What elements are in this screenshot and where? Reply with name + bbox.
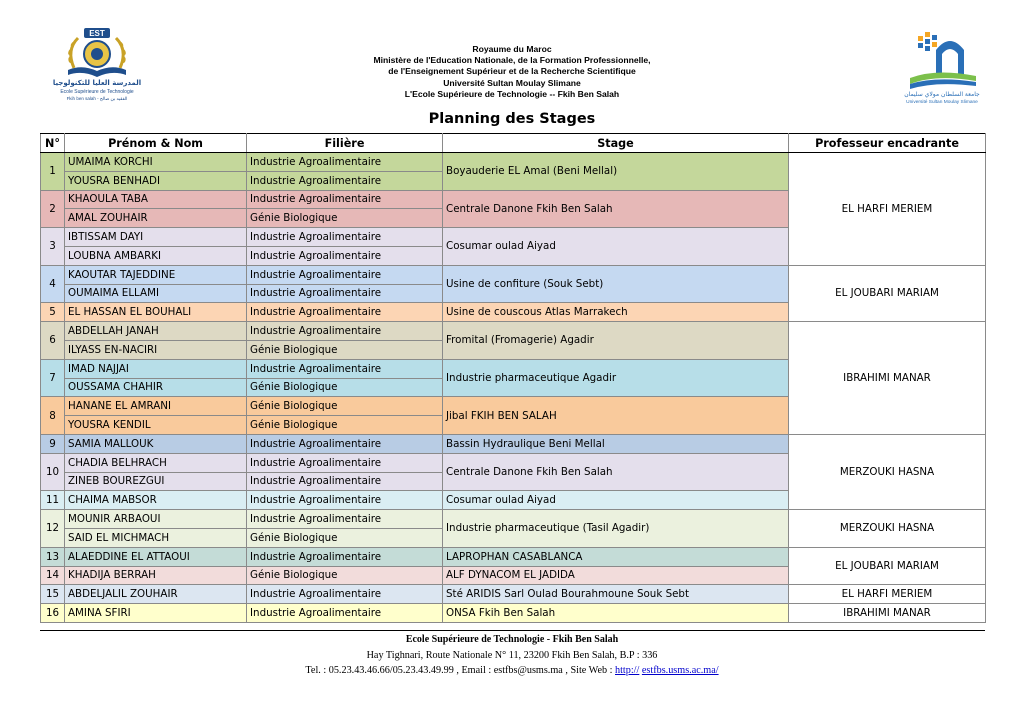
stage-company: Usine de couscous Atlas Marrakech — [443, 303, 789, 322]
header-institution — [300, 44, 724, 100]
table-row — [41, 153, 986, 172]
student-filiere: Industrie Agroalimentaire — [247, 153, 443, 172]
table-row — [41, 585, 986, 604]
header-line: Université Sultan Moulay Slimane — [443, 77, 581, 88]
row-number: 9 — [41, 434, 65, 453]
stage-company: Industrie pharmaceutique Agadir — [443, 359, 789, 397]
stage-company: Cosumar oulad Aiyad — [443, 491, 789, 510]
student-filiere: Industrie Agroalimentaire — [247, 171, 443, 190]
footer-address: Hay Tighnari, Route Nationale N° 11, 23200 Fkih Ben Salah, B.P : 336 — [366, 649, 658, 661]
professor-name: MERZOUKI HASNA — [789, 510, 986, 548]
stage-company: ONSA Fkih Ben Salah — [443, 604, 789, 623]
student-name: UMAIMA KORCHI — [65, 153, 247, 172]
est-emblem-icon — [44, 24, 150, 104]
header-stage: Stage — [443, 134, 789, 153]
stage-company: ALF DYNACOM EL JADIDA — [443, 566, 789, 585]
student-name: SAID EL MICHMACH — [65, 528, 247, 547]
student-name: EL HASSAN EL BOUHALI — [65, 303, 247, 322]
student-filiere: Génie Biologique — [247, 397, 443, 416]
footer-divider — [40, 630, 985, 631]
logo-line1: Ecole Supérieure de Technologie — [60, 89, 134, 95]
stage-company: Centrale Danone Fkih Ben Salah — [443, 190, 789, 228]
student-filiere: Industrie Agroalimentaire — [247, 434, 443, 453]
student-name: ABDELJALIL ZOUHAIR — [65, 585, 247, 604]
student-filiere: Industrie Agroalimentaire — [247, 190, 443, 209]
logo-badge: EST — [89, 29, 105, 38]
student-name: OUMAIMA ELLAMI — [65, 284, 247, 303]
header-number: N° — [41, 134, 65, 153]
table-row — [41, 547, 986, 566]
row-number: 4 — [41, 265, 65, 303]
stage-company: Centrale Danone Fkih Ben Salah — [443, 453, 789, 491]
student-name: HANANE EL AMRANI — [65, 397, 247, 416]
table-row — [41, 322, 986, 341]
student-filiere: Industrie Agroalimentaire — [247, 547, 443, 566]
student-filiere: Génie Biologique — [247, 528, 443, 547]
table-header-row — [41, 134, 986, 153]
stage-company: LAPROPHAN CASABLANCA — [443, 547, 789, 566]
row-number: 14 — [41, 566, 65, 585]
footer-title: Ecole Supérieure de Technologie - Fkih Ben Salah — [405, 634, 619, 645]
stage-company: Cosumar oulad Aiyad — [443, 228, 789, 266]
student-filiere: Génie Biologique — [247, 566, 443, 585]
student-name: CHADIA BELHRACH — [65, 453, 247, 472]
professor-name: EL JOUBARI MARIAM — [789, 265, 986, 321]
logo-line2: Fkih ben salah - الفقيه بن صالح — [66, 96, 128, 101]
document-title: Planning des Stages — [428, 111, 596, 127]
header-filiere: Filière — [247, 134, 443, 153]
student-name: ALAEDDINE EL ATTAOUI — [65, 547, 247, 566]
website-link-scheme[interactable]: http:// — [615, 665, 640, 676]
professor-name: MERZOUKI HASNA — [789, 434, 986, 509]
student-filiere: Génie Biologique — [247, 378, 443, 397]
student-filiere: Industrie Agroalimentaire — [247, 585, 443, 604]
student-filiere: Industrie Agroalimentaire — [247, 472, 443, 491]
student-name: AMAL ZOUHAIR — [65, 209, 247, 228]
student-name: OUSSAMA CHAHIR — [65, 378, 247, 397]
professor-name: IBRAHIMI MANAR — [789, 322, 986, 435]
row-number: 15 — [41, 585, 65, 604]
planning-table — [40, 133, 986, 623]
row-number: 13 — [41, 547, 65, 566]
student-name: KAOUTAR TAJEDDINE — [65, 265, 247, 284]
student-filiere: Industrie Agroalimentaire — [247, 284, 443, 303]
stage-company: Jibal FKIH BEN SALAH — [443, 397, 789, 435]
student-name: MOUNIR ARBAOUI — [65, 510, 247, 529]
professor-name: EL HARFI MERIEM — [789, 585, 986, 604]
professor-name: EL HARFI MERIEM — [789, 153, 986, 266]
stage-company: Sté ARIDIS Sarl Oulad Bourahmoune Souk Sebt — [443, 585, 789, 604]
student-name: CHAIMA MABSOR — [65, 491, 247, 510]
student-name: YOUSRA KENDIL — [65, 416, 247, 435]
student-filiere: Génie Biologique — [247, 416, 443, 435]
header-line: de l'Enseignement Supérieur et de la Recherche Scientifique — [388, 66, 636, 77]
header-line: Ministère de l'Education Nationale, de la Formation Professionnelle, — [373, 55, 651, 66]
usms-emblem-icon — [896, 26, 986, 104]
row-number: 16 — [41, 604, 65, 623]
row-number: 2 — [41, 190, 65, 228]
university-arabic-name: جامعة السلطان مولاي سليمان — [904, 91, 980, 98]
row-number: 7 — [41, 359, 65, 397]
table-row — [41, 265, 986, 284]
student-filiere: Industrie Agroalimentaire — [247, 246, 443, 265]
logo-arabic-text: المدرسة العليا للتكنولوجيا — [52, 79, 142, 87]
stage-company: Boyauderie EL Amal (Beni Mellal) — [443, 153, 789, 191]
student-filiere: Industrie Agroalimentaire — [247, 228, 443, 247]
footer — [150, 632, 874, 679]
table-row — [41, 434, 986, 453]
university-logo — [896, 26, 986, 104]
student-name: ABDELLAH JANAH — [65, 322, 247, 341]
stage-company: Fromital (Fromagerie) Agadir — [443, 322, 789, 360]
website-link[interactable]: estfbs.usms.ac.ma/ — [641, 665, 719, 676]
row-number: 11 — [41, 491, 65, 510]
stage-company: Industrie pharmaceutique (Tasil Agadir) — [443, 510, 789, 548]
student-filiere: Industrie Agroalimentaire — [247, 359, 443, 378]
student-filiere: Génie Biologique — [247, 340, 443, 359]
student-name: YOUSRA BENHADI — [65, 171, 247, 190]
student-name: KHAOULA TABA — [65, 190, 247, 209]
row-number: 1 — [41, 153, 65, 191]
header-line: L'Ecole Supérieure de Technologie -- Fkih Ben Salah — [404, 88, 620, 99]
student-name: ZINEB BOUREZGUI — [65, 472, 247, 491]
est-logo — [44, 24, 150, 104]
student-name: LOUBNA AMBARKI — [65, 246, 247, 265]
student-name: SAMIA MALLOUK — [65, 434, 247, 453]
student-filiere: Industrie Agroalimentaire — [247, 303, 443, 322]
student-name: AMINA SFIRI — [65, 604, 247, 623]
footer-contact-text: Tel. : 05.23.43.46.66/05.23.43.49.99 , Email : estfbs@usms.ma , Site Web : — [305, 665, 615, 676]
stage-company: Bassin Hydraulique Beni Mellal — [443, 434, 789, 453]
student-name: KHADIJA BERRAH — [65, 566, 247, 585]
row-number: 12 — [41, 510, 65, 548]
student-name: IBTISSAM DAYI — [65, 228, 247, 247]
professor-name: IBRAHIMI MANAR — [789, 604, 986, 623]
row-number: 5 — [41, 303, 65, 322]
student-filiere: Industrie Agroalimentaire — [247, 322, 443, 341]
header-line: Royaume du Maroc — [472, 44, 552, 54]
professor-name: EL JOUBARI MARIAM — [789, 547, 986, 585]
student-name: IMAD NAJJAI — [65, 359, 247, 378]
student-name: ILYASS EN-NACIRI — [65, 340, 247, 359]
row-number: 10 — [41, 453, 65, 491]
row-number: 8 — [41, 397, 65, 435]
student-filiere: Industrie Agroalimentaire — [247, 510, 443, 529]
row-number: 3 — [41, 228, 65, 266]
student-filiere: Industrie Agroalimentaire — [247, 453, 443, 472]
student-filiere: Industrie Agroalimentaire — [247, 265, 443, 284]
stage-company: Usine de confiture (Souk Sebt) — [443, 265, 789, 303]
student-filiere: Génie Biologique — [247, 209, 443, 228]
header-name: Prénom & Nom — [65, 134, 247, 153]
header-professor: Professeur encadrante — [789, 134, 986, 153]
table-row — [41, 510, 986, 529]
table-row — [41, 604, 986, 623]
footer-contact — [150, 663, 874, 679]
university-latin-name: Université Sultan Moulay Slimane — [906, 100, 978, 104]
student-filiere: Industrie Agroalimentaire — [247, 604, 443, 623]
student-filiere: Industrie Agroalimentaire — [247, 491, 443, 510]
row-number: 6 — [41, 322, 65, 360]
